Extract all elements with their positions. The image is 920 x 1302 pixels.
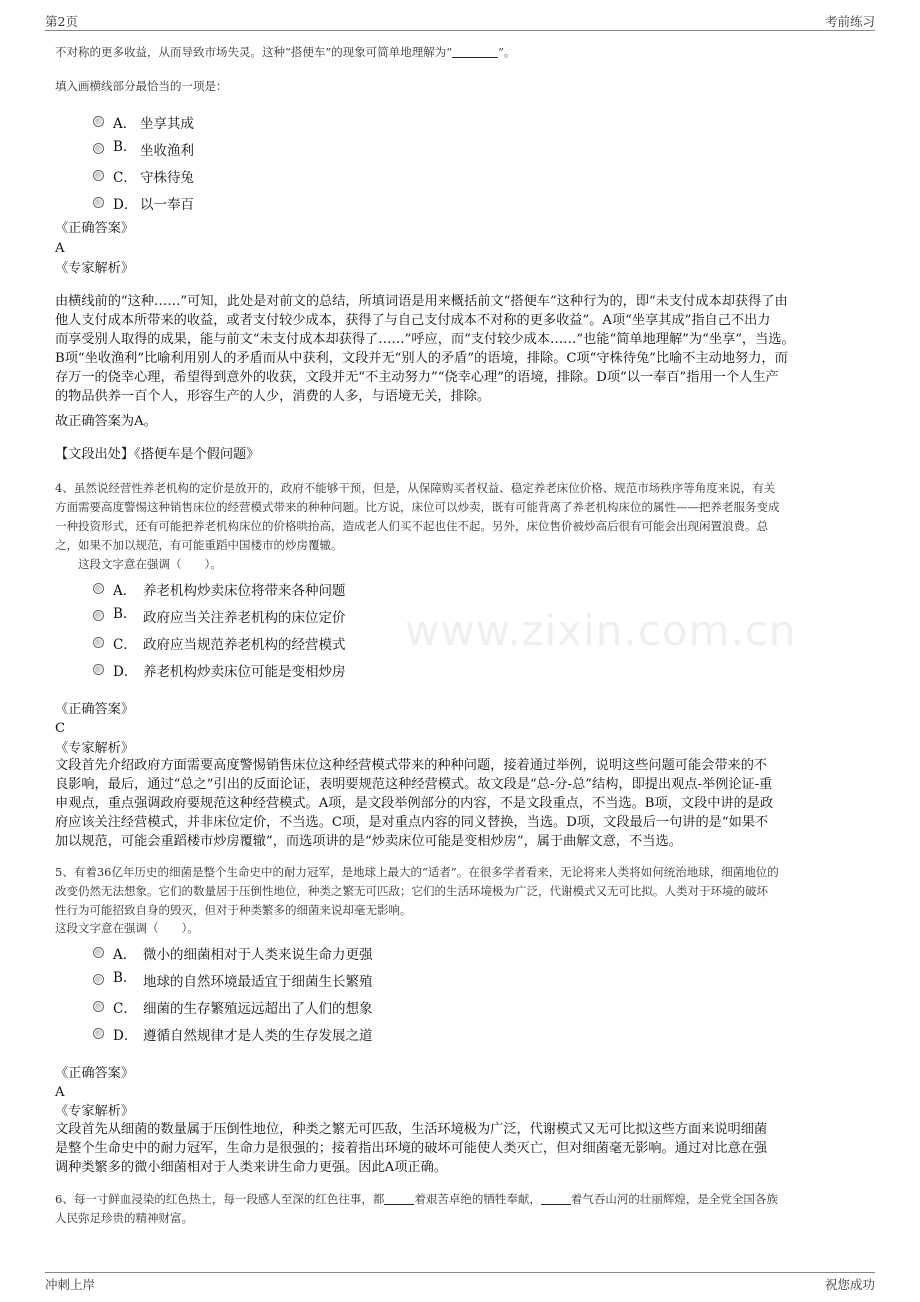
q3-prompt: 填入画横线部分最恰当的一项是： — [55, 79, 228, 93]
radio-button[interactable] — [93, 583, 104, 594]
q4-analysis-label: 《专家解析》 — [55, 741, 135, 756]
radio-button[interactable] — [93, 664, 104, 675]
q3-answer-label: 《正确答案》 — [55, 221, 135, 236]
page-number: 第2页 — [45, 14, 78, 29]
radio-button[interactable] — [93, 974, 104, 985]
q5-option-d[interactable]: D． 遵循自然规律才是人类的生存发展之道 — [93, 1022, 493, 1044]
header-title: 考前练习 — [824, 14, 875, 29]
stem-line: 4、虽然说经营性养老机构的定价是放开的，政府不能够干预，但是，从保障购买者权益、稳定养老床位价格、规范市场秩序等角度来说，有关 — [55, 481, 776, 495]
stem-line: 改变仍然无法想象。它们的数量居于压倒性地位，种类之繁无可匹敌；它们的生活环境极为广泛，代谢模式又无可比拟。人类对于环境的破坏 — [55, 884, 768, 898]
radio-button[interactable] — [93, 116, 104, 127]
q3-stem: 不对称的更多收益，从而导致市场失灵。这种“搭便车”的现象可简单地理解为“ ”。 — [55, 45, 516, 59]
analysis-line: 申观点，重点强调政府要规范这种经营模式。A项，是文段举例部分的内容，不是文段重点，不当选。B项，文段中讲的是政 — [55, 796, 774, 811]
stem-line: 一种投资形式，还有可能把养老机构床位的价格哄抬高，造成老人们买不起也住不起。另外，床位售价被炒高后很有可能会出现闲置浪费。总 — [55, 519, 768, 533]
radio-button[interactable] — [93, 947, 104, 958]
radio-button[interactable] — [93, 197, 104, 208]
q3-analysis — [55, 292, 870, 406]
q4-option-d[interactable]: D． 养老机构炒卖床位可能是变相炒房 — [93, 658, 493, 680]
analysis-line: 而享受别人取得的成果，能与前文“未支付成本却获得了……”呼应，而“支付较少成本……”也能“简单地理解”为“坐享”，当选。 — [55, 332, 795, 347]
stem-line: 5、有着36亿年历史的细菌是整个生命史中的耐力冠军，是地球上最大的“适者”。在很多学者看来，无论将来人类将如何统治地球，细菌地位的 — [55, 865, 779, 879]
watermark: www.zixin.com.cn — [405, 606, 797, 655]
stem-line: 方面需要高度警惕这种销售床位的经营模式带来的种种问题。比方说，床位可以炒卖，既有可能背离了养老机构床位的属性——把养老服务变成 — [55, 500, 780, 514]
analysis-line: 良影响，最后，通过“总之”引出的反面论证，表明要规范这种经营模式。故文段是“总-分-总”结构，即提出观点-举例论证-重 — [55, 777, 773, 792]
analysis-line: 存万一的侥幸心理，希望得到意外的收获，文段并无“不主动努力”“侥幸心理”的语境，排除。D项“以一奉百”指用一个人生产 — [55, 370, 779, 385]
q4-answer: C — [55, 721, 66, 736]
radio-button[interactable] — [93, 143, 104, 154]
stem-line: 6、每一寸鲜血浸染的红色热土，每一段感人至深的红色往事，都 着艰苦卓绝的牺牲奉献， 着气吞山河的壮丽辉煌，是全党全国各族 — [55, 1192, 778, 1206]
footer-right: 祝您成功 — [824, 1277, 875, 1292]
stem-line: 人民弥足珍贵的精神财富。 — [55, 1211, 193, 1225]
radio-button[interactable] — [93, 170, 104, 181]
q3-blank — [452, 45, 498, 58]
q5-answer: A — [55, 1085, 65, 1100]
q3-source: 【文段出处】《搭便车是个假问题》 — [55, 447, 260, 462]
analysis-line: 由横线前的“这种……”可知，此处是对前文的总结，所填词语是用来概括前文“搭便车”这种行为的，即“未支付成本却获得了由 — [55, 294, 788, 309]
q3-option-a[interactable]: A． 坐享其成 — [93, 110, 393, 132]
q5-option-a[interactable]: A． 微小的细菌相对于人类来说生命力更强 — [93, 941, 493, 963]
q3-analysis-label: 《专家解析》 — [55, 261, 135, 276]
q4-stem — [55, 479, 870, 555]
q4-prompt: 这段文字意在强调（ ）。 — [78, 557, 222, 571]
radio-button[interactable] — [93, 610, 104, 621]
q3-conclusion: 故正确答案为A。 — [55, 414, 157, 429]
analysis-line: 加以规范，可能会重蹈楼市炒房覆辙”，而选项讲的是“炒卖床位可能是变相炒房”，属于曲解文意，不当选。 — [55, 834, 682, 849]
analysis-line: 府应该关注经营模式，并非床位定价，不当选。C项，是对重点内容的同义替换，当选。D项，文段最后一句讲的是“如果不 — [55, 815, 769, 830]
page-header — [45, 12, 875, 31]
radio-button[interactable] — [93, 1001, 104, 1012]
radio-button[interactable] — [93, 1028, 104, 1039]
analysis-line: 文段首先介绍政府方面需要高度警惕销售床位这种经营模式带来的种种问题，接着通过举例，说明这些问题可能会带来的不 — [55, 758, 768, 773]
q3-answer: A — [55, 241, 65, 256]
q5-analysis — [55, 1120, 870, 1177]
q6-blank-1 — [384, 1192, 414, 1205]
footer-left: 冲刺上岸 — [45, 1277, 96, 1292]
analysis-line: 他人支付成本所带来的收益，或者支付较少成本，获得了与自己支付成本不对称的更多收益”。A项“坐享其成”指自己不出力 — [55, 313, 771, 328]
q5-option-c[interactable]: C． 细菌的生存繁殖远远超出了人们的想象 — [93, 995, 493, 1017]
q5-stem — [55, 863, 870, 920]
radio-button[interactable] — [93, 637, 104, 648]
q4-option-b[interactable]: B. 政府应当关注养老机构的床位定价 — [93, 604, 493, 626]
analysis-line: 的物品供养一百个人，形容生产的人少，消费的人多，与语境无关，排除。 — [55, 389, 491, 404]
q4-option-c[interactable]: C． 政府应当规范养老机构的经营模式 — [93, 631, 493, 653]
analysis-line: 是整个生命史中的耐力冠军，生命力是很强的；接着指出环境的破坏可能使人类灭亡，但对细菌毫无影响。通过对比意在强 — [55, 1141, 768, 1156]
q4-option-a[interactable]: A． 养老机构炒卖床位将带来各种问题 — [93, 577, 493, 599]
q3-option-b[interactable]: B. 坐收渔利 — [93, 137, 393, 159]
q4-analysis — [55, 756, 870, 851]
q3-option-d[interactable]: D． 以一奉百 — [93, 191, 393, 213]
q5-prompt: 这段文字意在强调（ ）。 — [55, 921, 199, 935]
q6-stem — [55, 1190, 870, 1228]
analysis-line: B项“坐收渔利”比喻利用别人的矛盾而从中获利，文段并无“别人的矛盾”的语境，排除。C项“守株待兔”比喻不主动地努力，而 — [55, 351, 788, 366]
analysis-line: 调种类繁多的微小细菌相对于人类来讲生命力更强。因此A项正确。 — [55, 1160, 447, 1175]
q6-blank-2 — [541, 1192, 571, 1205]
q5-analysis-label: 《专家解析》 — [55, 1104, 135, 1119]
q5-option-b[interactable]: B. 地球的自然环境最适宜于细菌生长繁殖 — [93, 968, 493, 990]
stem-line: 性行为可能招致自身的毁灭，但对于种类繁多的细菌来说却毫无影响。 — [55, 903, 412, 917]
q4-answer-label: 《正确答案》 — [55, 702, 135, 717]
page-footer — [45, 1272, 875, 1293]
q3-option-c[interactable]: C． 守株待兔 — [93, 164, 393, 186]
analysis-line: 文段首先从细菌的数量属于压倒性地位，种类之繁无可匹敌，生活环境极为广泛，代谢模式又无可比拟这些方面来说明细菌 — [55, 1122, 768, 1137]
stem-line: 之，如果不加以规范，有可能重蹈中国楼市的炒房覆辙。 — [55, 538, 343, 552]
q5-answer-label: 《正确答案》 — [55, 1066, 135, 1081]
